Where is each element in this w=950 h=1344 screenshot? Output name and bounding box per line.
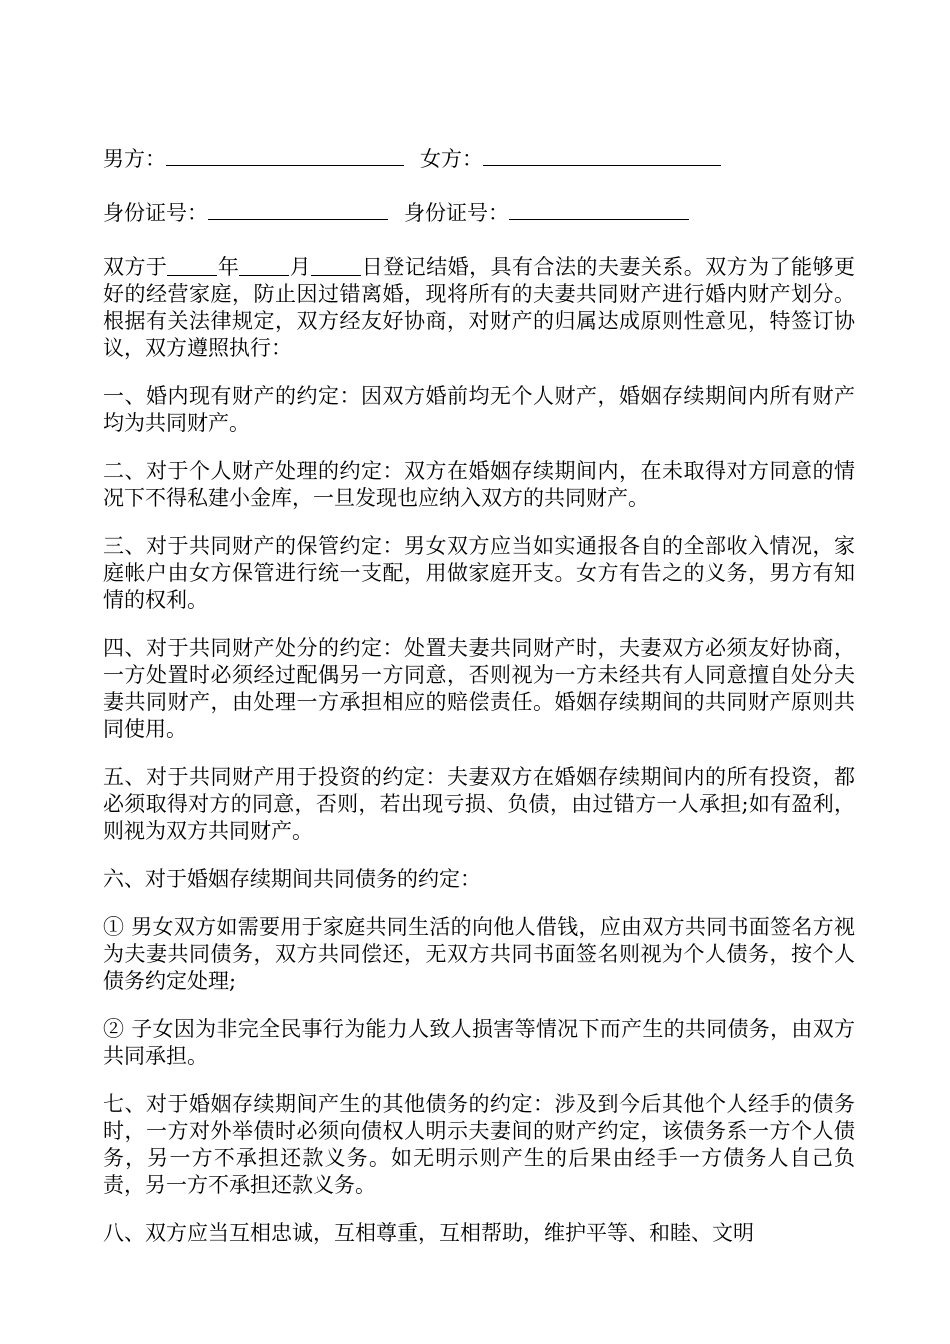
- year-label: 年: [217, 255, 240, 279]
- male-label: 男方：: [103, 147, 166, 171]
- sub-clause-paragraph: ② 子女因为非完全民事行为能力人致人损害等情况下而产生的共同债务，由双方共同承担。: [103, 1017, 855, 1068]
- spouse-name-row: [103, 143, 855, 175]
- clause-paragraph: 七、对于婚姻存续期间产生的其他债务的约定：涉及到今后其他个人经手的债务时，一方对外举债时必须向债权人明示夫妻间的财产约定，该债务系一方个人债务，另一方不承担还款义务。如无明示则产生的后果由经手一方债务人自己负责，另一方不承担还款义务。: [103, 1092, 855, 1197]
- day-blank: [311, 255, 361, 276]
- clause-paragraph: 二、对于个人财产处理的约定：双方在婚姻存续期间内，在未取得对方同意的情况下不得私建小金库，一旦发现也应纳入双方的共同财产。: [103, 459, 855, 510]
- clause-paragraph: 六、对于婚姻存续期间共同债务的约定：: [103, 867, 481, 891]
- intro-text-rest: 日登记结婚，具有合法的夫妻关系。双方为了能够更好的经营家庭，防止因过错离婚，现将所有的夫妻共同财产进行婚内财产划分。根据有关法律规定，双方经友好协商，对财产的归属达成原则性意见，特签订协议，双方遵照执行：: [103, 255, 856, 360]
- year-blank: [167, 255, 217, 276]
- male-id-blank: [208, 197, 388, 220]
- intro-paragraph: [103, 254, 855, 362]
- month-label: 月: [289, 255, 312, 279]
- female-id-blank: [509, 197, 689, 220]
- male-id-label: 身份证号：: [103, 201, 208, 225]
- intro-text-start: 双方于: [103, 255, 168, 279]
- female-id-label: 身份证号：: [404, 201, 509, 225]
- clause-paragraph: 三、对于共同财产的保管约定：男女双方应当如实通报各自的全部收入情况，家庭帐户由女方保管进行统一支配，用做家庭开支。女方有告之的义务，男方有知情的权利。: [103, 534, 855, 612]
- female-name-blank: [483, 143, 721, 166]
- document-page: [103, 143, 855, 1247]
- female-label: 女方：: [420, 147, 483, 171]
- clause-paragraph: 四、对于共同财产处分的约定：处置夫妻共同财产时，夫妻双方必须友好协商，一方处置时必须经过配偶另一方同意，否则视为一方未经共有人同意擅自处分夫妻共同财产，由处理一方承担相应的赔偿责任。婚姻存续期间的共同财产原则共同使用。: [103, 636, 855, 741]
- month-blank: [239, 255, 289, 276]
- clause-paragraph: 五、对于共同财产用于投资的约定：夫妻双方在婚姻存续期间内的所有投资，都必须取得对方的同意，否则，若出现亏损、负债，由过错方一人承担;如有盈利，则视为双方共同财产。: [103, 765, 855, 843]
- id-number-row: [103, 197, 855, 229]
- male-name-blank: [166, 143, 404, 166]
- clause-paragraph: 一、婚内现有财产的约定：因双方婚前均无个人财产，婚姻存续期间内所有财产均为共同财产。: [103, 384, 855, 435]
- clause-paragraph: 八、双方应当互相忠诚，互相尊重，互相帮助，维护平等、和睦、文明: [103, 1221, 754, 1245]
- sub-clause-paragraph: ① 男女双方如需要用于家庭共同生活的向他人借钱，应由双方共同书面签名方视为夫妻共同债务，双方共同偿还，无双方共同书面签名则视为个人债务，按个人债务约定处理;: [103, 915, 855, 993]
